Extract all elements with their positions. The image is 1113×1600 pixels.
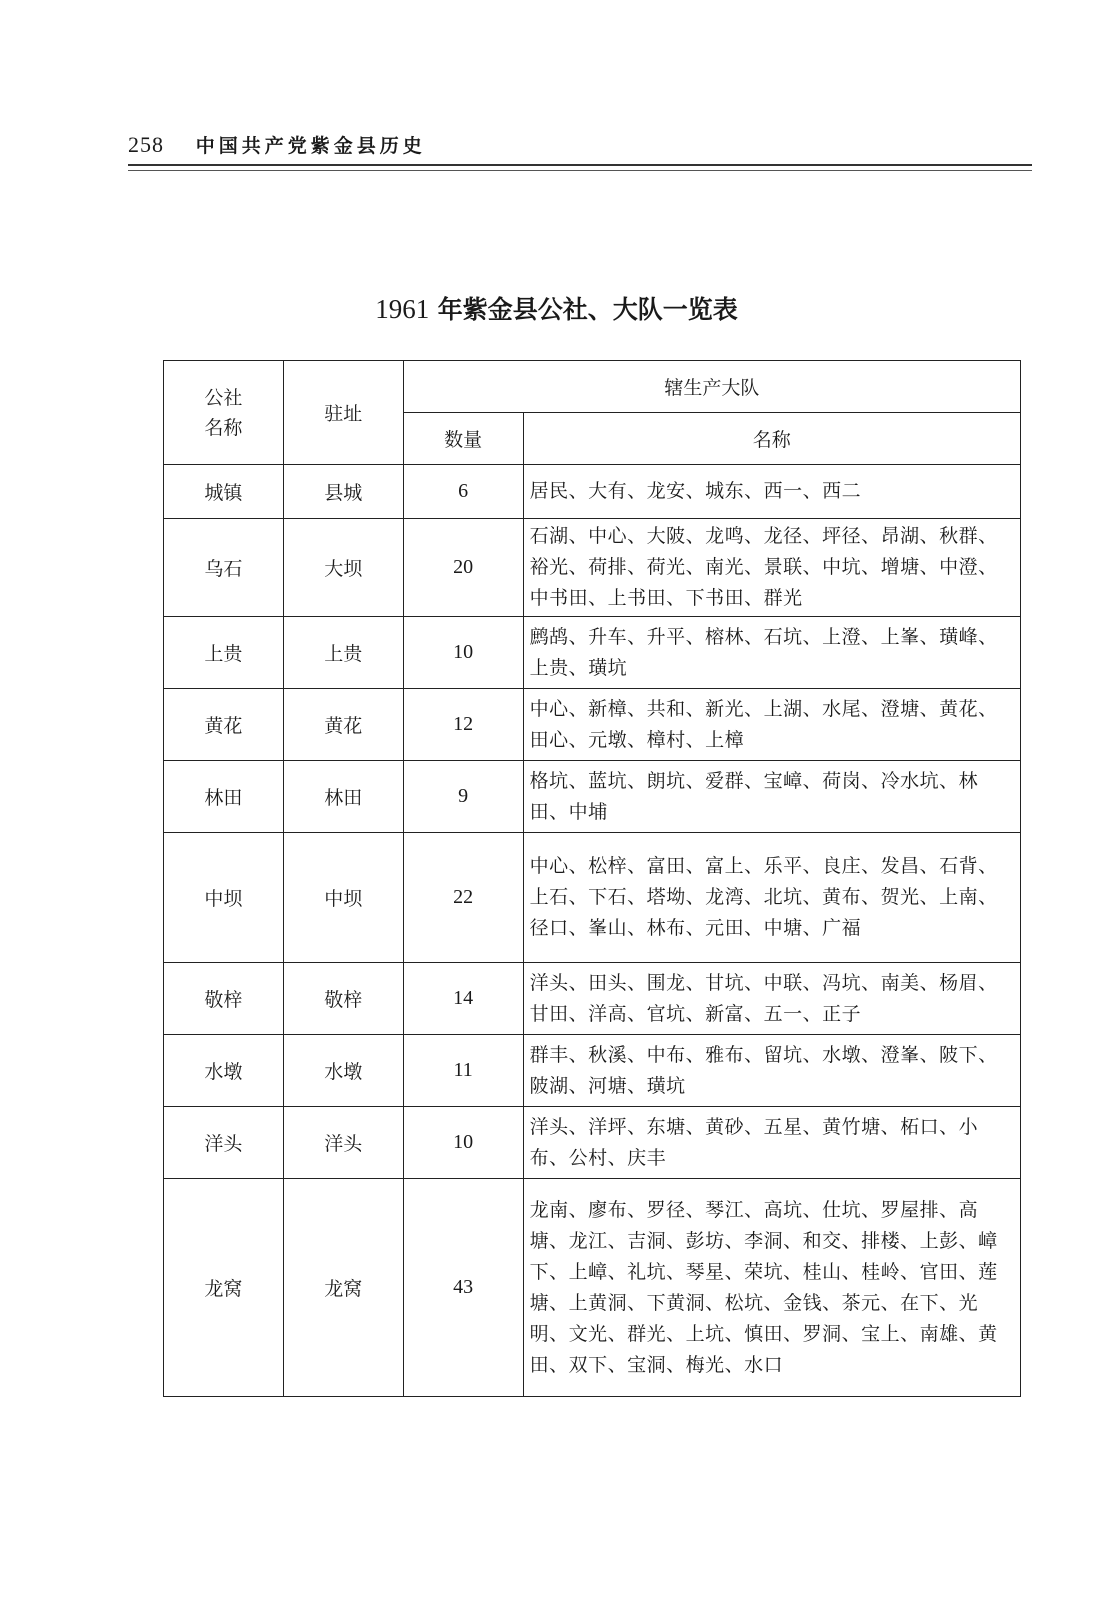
- count-cell: 10: [403, 617, 523, 689]
- names-cell: 洋头、田头、围龙、甘坑、中联、冯坑、南美、杨眉、甘田、洋高、官坑、新富、五一、正子: [523, 963, 1020, 1035]
- commune-cell: 洋头: [164, 1107, 284, 1179]
- commune-cell: 城镇: [164, 465, 284, 519]
- header-rule-top: [128, 164, 1032, 166]
- header-commune-name: [164, 361, 284, 465]
- header-rule-bottom: [128, 170, 1032, 171]
- table-row: [164, 617, 1021, 689]
- names-cell: 中心、松梓、富田、富上、乐平、良庄、发昌、石背、上石、下石、塔坳、龙湾、北坑、黄布、贺光、上南、径口、峯山、林布、元田、中塘、广福: [523, 833, 1020, 963]
- location-cell: 敬梓: [283, 963, 403, 1035]
- location-cell: 县城: [283, 465, 403, 519]
- commune-cell: 黄花: [164, 689, 284, 761]
- count-cell: 12: [403, 689, 523, 761]
- commune-cell: 中坝: [164, 833, 284, 963]
- running-head: [128, 131, 426, 158]
- table-title: [0, 290, 1113, 326]
- table-title-text: 年紫金县公社、大队一览表: [437, 295, 738, 324]
- count-cell: 9: [403, 761, 523, 833]
- table-row: [164, 833, 1021, 963]
- count-cell: 10: [403, 1107, 523, 1179]
- table-row: [164, 519, 1021, 617]
- commune-cell: 乌石: [164, 519, 284, 617]
- table-row: [164, 689, 1021, 761]
- count-cell: 14: [403, 963, 523, 1035]
- names-cell: 石湖、中心、大陂、龙鸣、龙径、坪径、昂湖、秋群、裕光、荷排、荷光、南光、景联、中坑、增塘、中澄、中书田、上书田、下书田、群光: [523, 519, 1020, 617]
- count-cell: 22: [403, 833, 523, 963]
- names-cell: 洋头、洋坪、东塘、黄砂、五星、黄竹塘、柘口、小布、公村、庆丰: [523, 1107, 1020, 1179]
- table-row: [164, 1179, 1021, 1397]
- count-cell: 6: [403, 465, 523, 519]
- location-cell: 水墩: [283, 1035, 403, 1107]
- names-cell: 龙南、廖布、罗径、琴江、高坑、仕坑、罗屋排、高塘、龙江、吉洞、彭坊、李洞、和交、排楼、上彭、嶂下、上嶂、礼坑、琴星、荣坑、桂山、桂岭、官田、莲塘、上黄洞、下黄洞、松坑、金钱、茶元、在下、光明、文光、群光、上坑、慎田、罗洞、宝上、南雄、黄田、双下、宝洞、梅光、水口: [523, 1179, 1020, 1397]
- commune-cell: 水墩: [164, 1035, 284, 1107]
- table-row: [164, 465, 1021, 519]
- header-count: 数量: [403, 413, 523, 465]
- header-brigades: 辖生产大队: [403, 361, 1020, 413]
- book-title: 中国共产党紫金县历史: [195, 135, 426, 157]
- names-cell: 鹧鸪、升车、升平、榕林、石坑、上澄、上峯、璜峰、上贵、璜坑: [523, 617, 1020, 689]
- table-row: [164, 963, 1021, 1035]
- count-cell: 43: [403, 1179, 523, 1397]
- commune-cell: 上贵: [164, 617, 284, 689]
- location-cell: 林田: [283, 761, 403, 833]
- commune-cell: 敬梓: [164, 963, 284, 1035]
- commune-table: [163, 360, 1021, 1397]
- header-names: 名称: [523, 413, 1020, 465]
- count-cell: 20: [403, 519, 523, 617]
- commune-cell: 林田: [164, 761, 284, 833]
- header-location: 驻址: [283, 361, 403, 465]
- table-title-year: 1961: [375, 294, 430, 324]
- page-number: 258: [128, 132, 164, 157]
- location-cell: 洋头: [283, 1107, 403, 1179]
- location-cell: 黄花: [283, 689, 403, 761]
- commune-cell: 龙窝: [164, 1179, 284, 1397]
- names-cell: 群丰、秋溪、中布、雅布、留坑、水墩、澄峯、陂下、陂湖、河塘、璜坑: [523, 1035, 1020, 1107]
- names-cell: 中心、新樟、共和、新光、上湖、水尾、澄塘、黄花、田心、元墩、樟村、上樟: [523, 689, 1020, 761]
- location-cell: 中坝: [283, 833, 403, 963]
- location-cell: 龙窝: [283, 1179, 403, 1397]
- table-row: [164, 1107, 1021, 1179]
- location-cell: 大坝: [283, 519, 403, 617]
- names-cell: 居民、大有、龙安、城东、西一、西二: [523, 465, 1020, 519]
- table-row: [164, 761, 1021, 833]
- location-cell: 上贵: [283, 617, 403, 689]
- table-row: [164, 1035, 1021, 1107]
- count-cell: 11: [403, 1035, 523, 1107]
- header-commune-name-text: 公社 名称: [204, 386, 243, 439]
- names-cell: 格坑、蓝坑、朗坑、爱群、宝嶂、荷岗、冷水坑、林田、中埔: [523, 761, 1020, 833]
